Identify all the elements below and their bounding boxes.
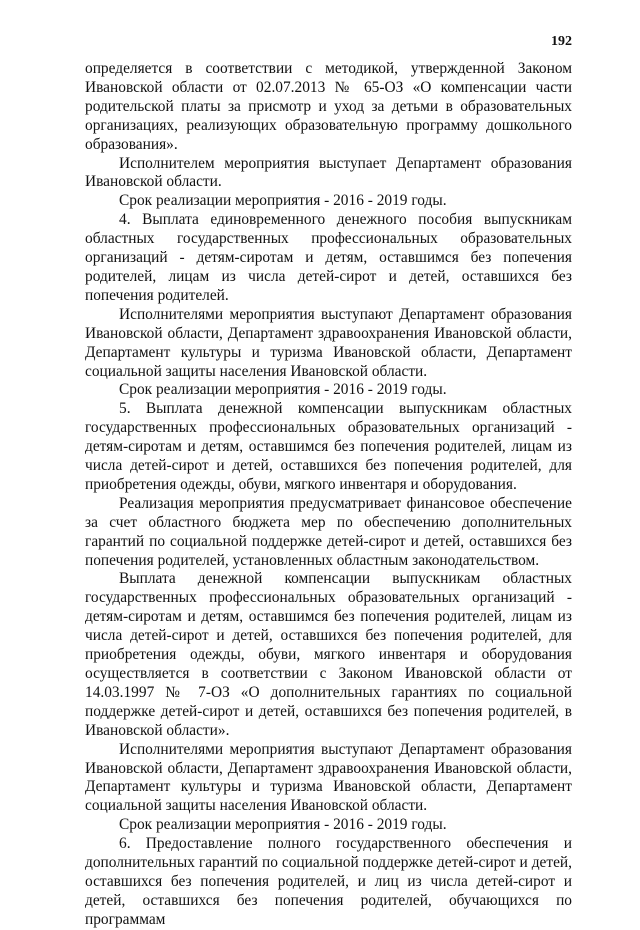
paragraph-item-6: 6. Предоставление полного государственного обеспечения и дополнительных гарантий по социальной поддержке детей-сирот и детей, оставшихся без попечения родителей, и лиц из числа детей-сирот и детей, оставшихся без попечения родителей, обучающихся по программам xyxy=(85,835,572,928)
paragraph-term: Срок реализации мероприятия - 2016 - 2019 годы. xyxy=(119,816,447,834)
paragraph-item-4: 4. Выплата единовременного денежного пособия выпускникам областных государственных профессиональных образовательных организаций - детям-сиротам и детям, оставшимся без попечения родителей, лицам из числа детей-сирот и детей, оставшихся без попечения родителей. xyxy=(85,211,572,304)
document-body xyxy=(85,60,572,930)
paragraph-financing: Реализация мероприятия предусматривает финансовое обеспечение за счет областного бюджета мер по обеспечению дополнительных гарантий по социальной поддержке детей-сирот и детей, оставшихся без попечения родителей, установленных областным законодательством. xyxy=(85,494,572,569)
paragraph-executor: Исполнителем мероприятия выступает Департамент образования Ивановской области. xyxy=(85,154,572,191)
paragraph-term: Срок реализации мероприятия - 2016 - 2019 годы. xyxy=(119,381,447,399)
paragraph-continuation: определяется в соответствии с методикой, утвержденной Законом Ивановской области от 02.07.2013 № 65-ОЗ «О компенсации части родительской платы за присмотр и уход за детьми в образовательных организациях, реализующих образовательную программу дошкольного образования». xyxy=(85,60,572,153)
paragraph-executors: Исполнителями мероприятия выступают Департамент образования Ивановской области, Департамент здравоохранения Ивановской области, Департамент культуры и туризма Ивановской области, Департамент социальной защиты населения Ивановской области. xyxy=(85,740,572,815)
page-number: 192 xyxy=(551,34,572,49)
paragraph-compensation: Выплата денежной компенсации выпускникам областных государственных профессиональных образовательных организаций - детям-сиротам и детям, оставшимся без попечения родителей, лицам из числа детей-сирот и детей, оставшихся без попечения родителей, для приобретения одежды, обуви, мягкого инвентаря и оборудования осуществляется в соответствии с Законом Ивановской области от 14.03.1997 № 7-ОЗ «О дополнительных гарантиях по социальной поддержке детей-сирот и детей, оставшихся без попечения родителей, в Ивановской области». xyxy=(85,570,572,739)
paragraph-item-5: 5. Выплата денежной компенсации выпускникам областных государственных профессиональных образовательных организаций - детям-сиротам и детям, оставшимся без попечения родителей, лицам из числа детей-сирот и детей, оставшихся без попечения родителей, для приобретения одежды, обуви, мягкого инвентаря и оборудования. xyxy=(85,400,572,493)
paragraph-executors: Исполнителями мероприятия выступают Департамент образования Ивановской области, Департамент здравоохранения Ивановской области, Департамент культуры и туризма Ивановской области, Департамент социальной защиты населения Ивановской области. xyxy=(85,305,572,380)
paragraph-term: Срок реализации мероприятия - 2016 - 2019 годы. xyxy=(119,192,447,210)
